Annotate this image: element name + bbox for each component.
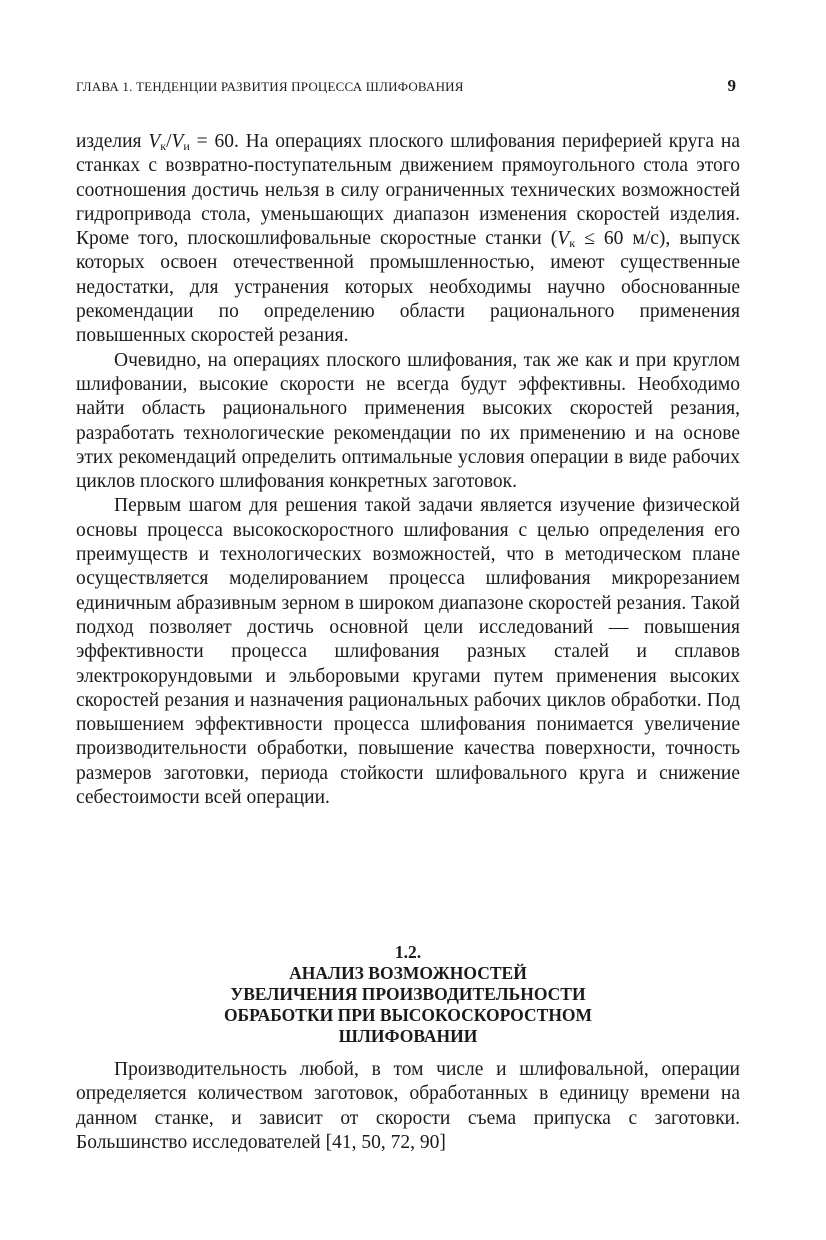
section-heading: [76, 942, 740, 1047]
paragraph-4: Производительность любой, в том числе и шлифовальной, операции определяется количеством заготовок, обработанных в единицу времени на данном станке, и зависит от скорости съема припуска с заготовки. Большинство исследователей [41, 50, 72, 90]: [76, 1059, 740, 1153]
velocity-symbol: V: [557, 228, 570, 250]
running-title: ГЛАВА 1. ТЕНДЕНЦИИ РАЗВИТИЯ ПРОЦЕССА ШЛИФОВАНИЯ: [76, 79, 464, 94]
velocity-subscript: и: [183, 139, 190, 153]
page-number: 9: [727, 76, 736, 95]
paragraph-1-text-a: изделия: [76, 131, 149, 152]
velocity-symbol: V: [171, 131, 184, 152]
section-number: 1.2.: [394, 942, 422, 962]
velocity-subscript: к: [160, 139, 167, 153]
paragraph-3: Первым шагом для решения такой задачи является изучение физической основы процесса высокоскоростного шлифования с целью определения его преимуществ и технологических возможностей, что в методическом плане осуществляется моделированием процесса шлифования микрорезанием единичным абразивным зерном в широком диапазоне скоростей резания. Такой подход позволяет достичь основной цели исследований — повышения эффективности процесса шлифования разных сталей и сплавов электрокорундовыми и эльборовыми кругами путем применения высоких скоростей резания и назначения рациональных рабочих циклов обработки. Под повышением эффективности процесса шлифования понимается увеличение производительности обработки, повышение качества поверхности, точность размеров заготовки, периода стойкости шлифовального круга и снижение себестоимости всей операции.: [76, 495, 740, 809]
paragraph-1: [76, 130, 740, 349]
section-title-line: ОБРАБОТКИ ПРИ ВЫСОКОСКОРОСТНОМ: [223, 1005, 593, 1025]
section-title-line: УВЕЛИЧЕНИЯ ПРОИЗВОДИТЕЛЬНОСТИ: [230, 984, 586, 1004]
paragraph-2: Очевидно, на операциях плоского шлифования, так же как и при круглом шлифовании, высокие скорости не всегда будут эффективны. Необходимо найти область рационального применения высоких скоростей резания, разработать технологические рекомендации по их применению и на основе этих рекомендаций определить оптимальные условия операции в виде рабочих циклов плоского шлифования конкретных заготовок.: [76, 349, 740, 493]
velocity-symbol: V: [148, 131, 161, 152]
running-header: [76, 76, 740, 98]
section-title-line: ШЛИФОВАНИИ: [338, 1026, 478, 1046]
section-text-block: [76, 1058, 740, 1155]
paragraph-1-text-c: ≤ 60 м/с), выпуск которых освоен отечественной промышленностью, имеют существенные недостатки, для устранения которых необходимы научно обоснованные рекомендации по определению области рационального применения повышенных скоростей резания.: [76, 228, 740, 347]
section-title-line: АНАЛИЗ ВОЗМОЖНОСТЕЙ: [289, 963, 527, 983]
book-page: [76, 0, 740, 1240]
ratio-slash: /: [166, 131, 172, 152]
paragraph-1-text-b: = 60. На операциях плоского шлифования периферией круга на станках с возвратно-поступательным движением прямоугольного стола этого соотношения достичь нельзя в силу ограниченных технических возможностей гидропривода стола, уменьшающих диапазон изменения скоростей изделия. Кроме того, плоскошлифовальные скоростные станки (: [76, 131, 740, 250]
main-text-block: [76, 130, 740, 810]
velocity-subscript: к: [569, 236, 576, 251]
